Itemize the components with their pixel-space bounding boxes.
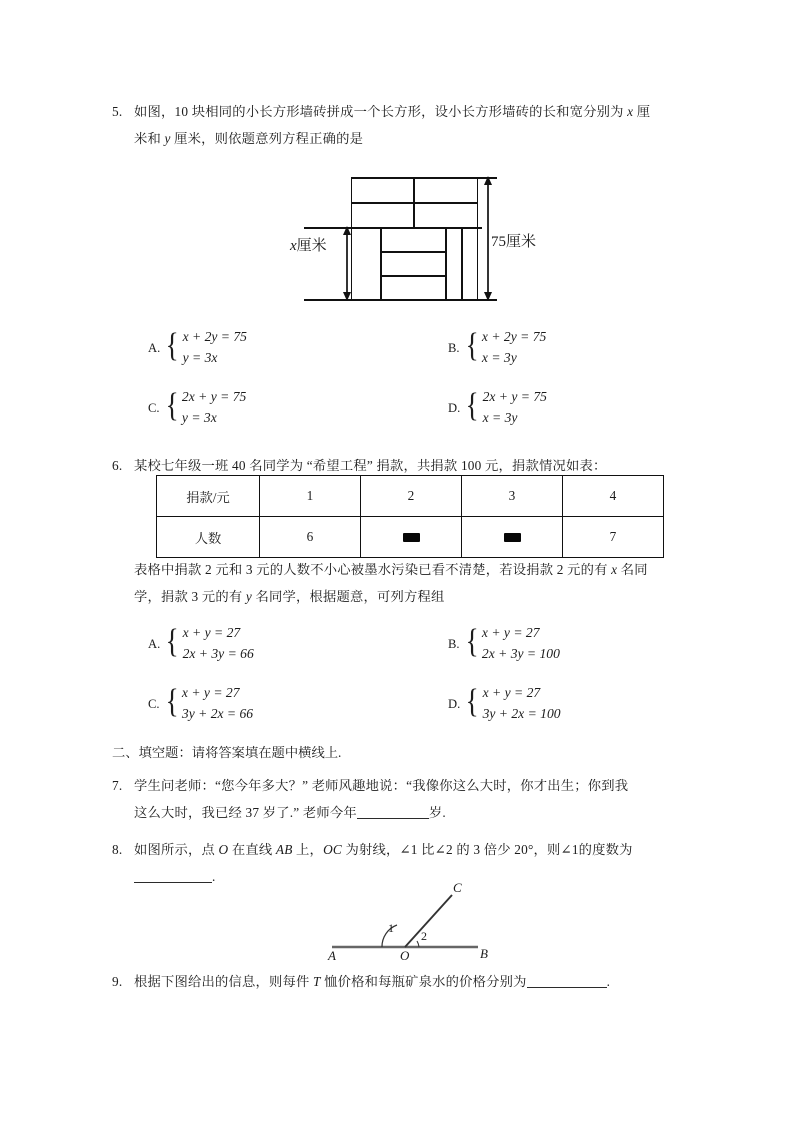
donation-table	[156, 475, 664, 558]
angle-label-A: A	[328, 948, 336, 963]
option-A-eq1: x + 2y = 75	[182, 329, 247, 344]
q8-segment-AB: AB	[275, 842, 293, 857]
brace-icon: {	[465, 623, 479, 660]
q6-variable-x: x	[611, 562, 618, 577]
brick-top-left-2	[351, 203, 414, 228]
option-D-eq2: x = 3y	[482, 410, 518, 425]
option-D-letter: D.	[448, 696, 461, 711]
question-9-text	[134, 968, 692, 995]
option-B-eq2: x = 3y	[481, 350, 517, 365]
angle-label-B: B	[480, 946, 488, 961]
q8-line2-period: .	[212, 869, 216, 884]
angle-label-C: C	[453, 880, 462, 895]
cell-count-2-blotted	[361, 517, 462, 558]
angle-label-1: 1	[388, 921, 394, 935]
brick-label-75: 75厘米	[491, 234, 537, 250]
q8-point-O: O	[218, 842, 229, 857]
option-A-eq2: 2x + 3y = 66	[182, 646, 254, 661]
option-D-letter: D.	[448, 400, 461, 415]
table-row-donation	[157, 476, 664, 517]
option-B[interactable]	[448, 326, 546, 368]
question-9-number: 9.	[112, 974, 123, 989]
guide-line-middle	[304, 227, 482, 229]
option-B-letter: B.	[448, 340, 460, 355]
guide-line-top	[351, 177, 497, 179]
brick-label-x	[290, 234, 327, 255]
question-8	[112, 836, 692, 890]
cell-donation-1: 1	[260, 476, 361, 517]
option-C[interactable]	[148, 386, 246, 428]
cell-header-count: 人数	[157, 517, 260, 558]
cell-count-1: 6	[260, 517, 361, 558]
q8-line1-part3: 上，	[292, 842, 324, 857]
q5-line1-part2: 厘	[633, 104, 651, 119]
brick-bottom-middle-3	[381, 276, 446, 300]
q9-line1-part3: .	[606, 974, 611, 989]
option-C-eq1: 2x + y = 75	[181, 389, 247, 404]
question-6-number: 6.	[112, 458, 123, 473]
option-C-letter: C.	[148, 696, 160, 711]
option-A[interactable]	[148, 622, 254, 664]
answer-blank-q8[interactable]	[134, 882, 212, 883]
option-A-letter: A.	[148, 636, 161, 651]
question-7-number: 7.	[112, 778, 123, 793]
option-D[interactable]	[448, 386, 547, 428]
option-A-eq2: y = 3x	[182, 350, 218, 365]
q7-line2-part2: 岁.	[428, 805, 446, 820]
question-5-options	[148, 326, 708, 436]
brick-bottom-left-vertical	[351, 228, 381, 300]
guide-line-bottom	[304, 299, 497, 301]
q5-line2-part2: 厘米，则依题意列方程正确的是	[170, 131, 364, 146]
option-A[interactable]	[148, 326, 247, 368]
q7-line1: 学生问老师：“您今年多大？” 老师风趣地说：“我像你这么大时，你才出生；你到我	[134, 778, 629, 793]
brace-icon: {	[165, 387, 179, 424]
option-D-eq2: 3y + 2x = 100	[482, 706, 561, 721]
option-B-eq2: 2x + 3y = 100	[481, 646, 560, 661]
angle-diagram	[320, 880, 520, 964]
q6-note-part3: 学，捐款 3 元的有	[134, 589, 246, 604]
brace-icon: {	[465, 683, 479, 720]
question-5-number: 5.	[112, 104, 123, 119]
q9-line1-part2: 恤价格和每瓶矿泉水的价格分别为	[320, 974, 527, 989]
ink-blot-icon	[403, 533, 420, 542]
option-B[interactable]	[448, 622, 560, 664]
option-C[interactable]	[148, 682, 253, 724]
cell-count-3-blotted	[462, 517, 563, 558]
brace-icon: {	[465, 327, 479, 364]
q8-line1-part1: 如图所示，点	[134, 842, 219, 857]
question-5-text	[134, 98, 682, 152]
option-B-eq1: x + 2y = 75	[481, 329, 547, 344]
question-7	[112, 772, 692, 826]
cell-donation-3: 3	[462, 476, 563, 517]
option-C-letter: C.	[148, 400, 160, 415]
q5-variable-y: y	[164, 131, 171, 146]
brace-icon: {	[165, 327, 179, 364]
option-D-eq1: x + y = 27	[482, 685, 541, 700]
q5-line1-part1: 如图，10 块相同的小长方形墙砖拼成一个长方形，设小长方形墙砖的长和宽分别为	[134, 104, 628, 119]
dimension-arrow-left	[339, 226, 355, 302]
q6-note-part1: 表格中捐款 2 元和 3 元的人数不小心被墨水污染已看不清楚，若设捐款 2 元的有	[134, 562, 612, 577]
question-8-number: 8.	[112, 842, 123, 857]
brick-top-left-1	[351, 178, 414, 203]
q7-line2-part1: 这么大时，我已经 37 岁了.” 老师今年	[134, 805, 357, 820]
question-6-options	[148, 622, 708, 732]
cell-donation-2: 2	[361, 476, 462, 517]
q8-line1-part2: 在直线	[228, 842, 276, 857]
ink-blot-icon	[504, 533, 521, 542]
question-6-note	[134, 556, 694, 610]
option-B-letter: B.	[448, 636, 460, 651]
angle-label-O: O	[400, 948, 410, 963]
option-B-eq1: x + y = 27	[481, 625, 540, 640]
q9-tshirt-symbol: T	[312, 974, 321, 989]
table-row-count	[157, 517, 664, 558]
brick-label-x-unit: 厘米	[296, 238, 327, 254]
option-D[interactable]	[448, 682, 561, 724]
q6-variable-y: y	[245, 589, 253, 604]
question-5	[112, 98, 682, 152]
brick-top-right-2	[414, 203, 478, 228]
brick-bottom-right-vertical-1	[446, 228, 462, 300]
option-A-eq1: x + y = 27	[182, 625, 241, 640]
brick-top-right-1	[414, 178, 478, 203]
answer-blank-q9[interactable]	[527, 987, 607, 988]
brick-bottom-middle-2	[381, 252, 446, 276]
q8-line1-part4: 为射线，∠1 比∠2 的 3 倍少 20°，则∠1的度数为	[341, 842, 633, 857]
q5-variable-x: x	[627, 104, 634, 119]
option-C-eq2: y = 3x	[181, 410, 217, 425]
brick-bottom-middle-1	[381, 228, 446, 252]
question-7-text	[134, 772, 692, 826]
angle-label-2: 2	[421, 929, 427, 943]
section-2-heading: 二、填空题：请将答案填在题中横线上.	[112, 745, 342, 760]
brick-label-x-variable: x	[290, 238, 297, 254]
question-6-stem: 某校七年级一班 40 名同学为 “希望工程” 捐款，共捐款 100 元，捐款情况如表：	[134, 458, 607, 473]
option-A-letter: A.	[148, 340, 161, 355]
question-8-text	[134, 836, 692, 890]
question-9	[112, 968, 692, 995]
q8-ray-OC: OC	[323, 842, 342, 857]
q6-note-part2: 名同	[617, 562, 648, 577]
brace-icon: {	[165, 683, 179, 720]
q5-line2-part1: 米和	[134, 131, 165, 146]
option-D-eq1: 2x + y = 75	[482, 389, 547, 404]
brick-diagram	[290, 170, 550, 305]
brick-bottom-right-vertical-2	[462, 228, 478, 300]
option-C-eq1: x + y = 27	[181, 685, 240, 700]
cell-header-donation: 捐款/元	[157, 476, 260, 517]
option-C-eq2: 3y + 2x = 66	[181, 706, 254, 721]
q9-line1-part1: 根据下图给出的信息，则每件	[134, 974, 313, 989]
q6-note-part4: 名同学，根据题意，可列方程组	[252, 589, 445, 604]
brace-icon: {	[165, 623, 179, 660]
cell-donation-4: 4	[563, 476, 664, 517]
answer-blank-q7[interactable]	[357, 818, 429, 819]
cell-count-4: 7	[563, 517, 664, 558]
brace-icon: {	[465, 387, 479, 424]
angle-diagram-svg	[320, 884, 520, 964]
